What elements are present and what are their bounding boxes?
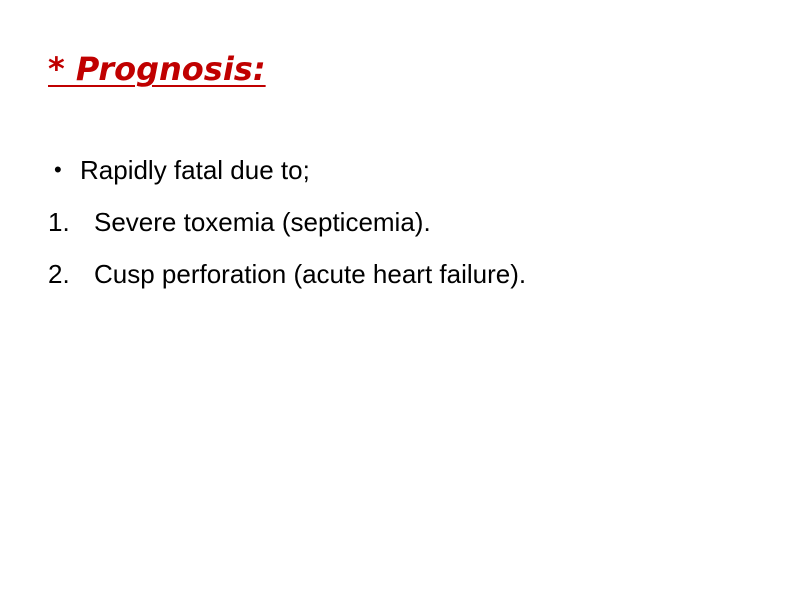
slide-title: * Prognosis: (48, 50, 266, 88)
item-number: 2. (48, 259, 70, 289)
item-number: 1. (48, 207, 70, 237)
bullet-text: Rapidly fatal due to; (80, 155, 310, 185)
item-text: Cusp perforation (acute heart failure). (94, 259, 527, 289)
bullet-marker: • (54, 157, 62, 182)
item-text: Severe toxemia (septicemia). (94, 207, 431, 237)
